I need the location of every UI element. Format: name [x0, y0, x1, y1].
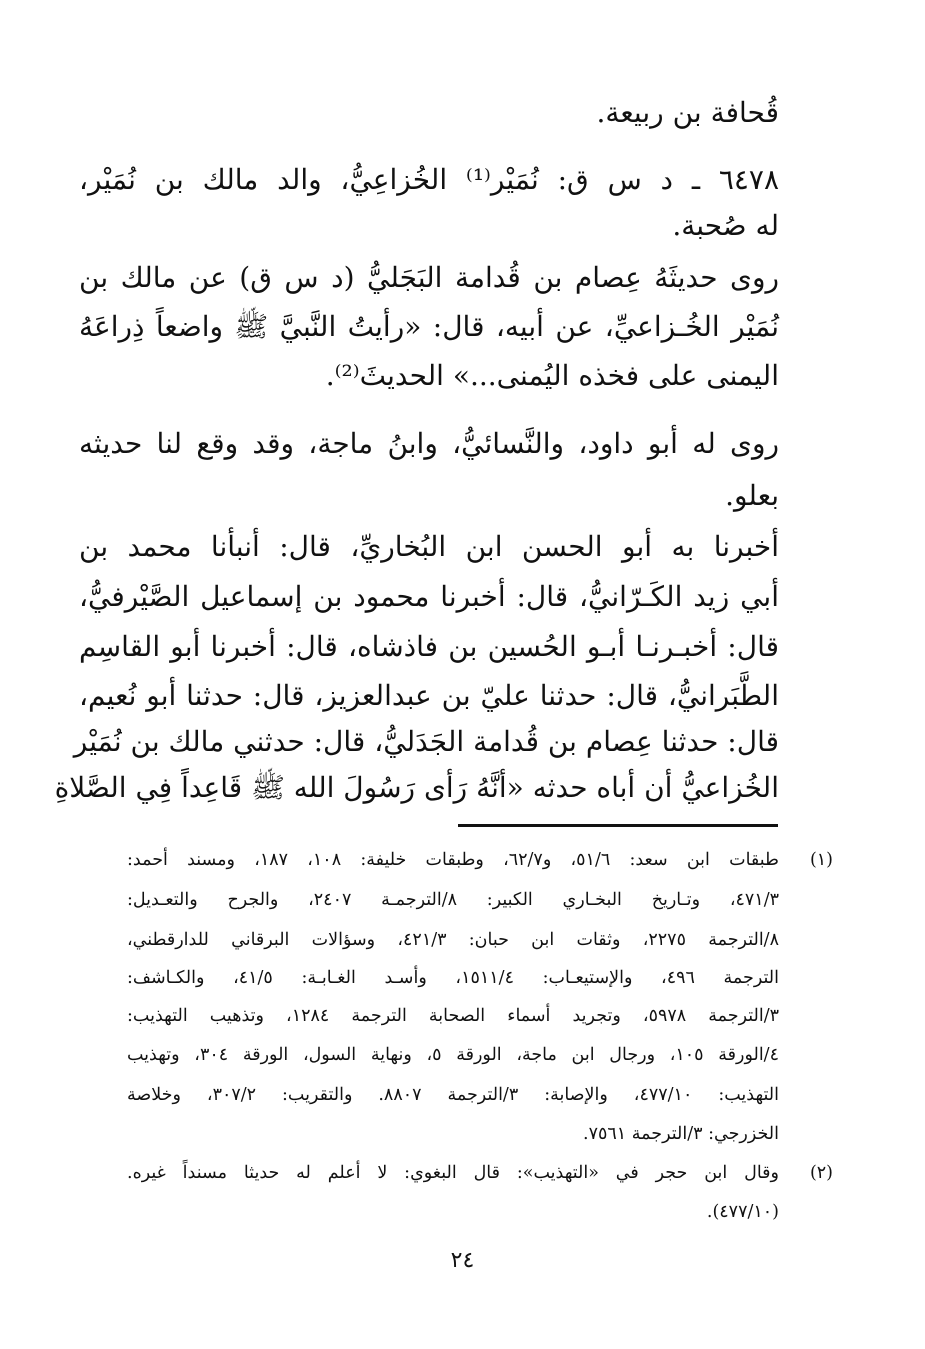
text-line: اليمنى على فخذه اليُمنى...» الحديثَ⁽²⁾.	[325, 359, 779, 392]
text-line: قال: أخبـرنـا أبـو الحُسين بن فاذشاه، قال: أخبرنا أبو القاسِم	[79, 630, 779, 663]
text-line: أخبرنا به أبو الحسن ابن البُخاريِّ، قال: أنبأنا محمد بن	[79, 530, 779, 563]
footnote-line: ٨/الترجمة ٢٢٧٥، وثقات ابن حبان: ٤٢١/٣، وسؤالات البرقاني للدارقطني،	[127, 930, 779, 950]
footnote-line: طبقات ابن سعد: ٥١/٦، و٦٢/٧، وطبقات خليفة: ١٠٨، ١٨٧، ومسند أحمد:	[127, 850, 779, 870]
text-line: الخُزاعيُّ أن أباه حدثه «أنَّهُ رَأى رَسُولَ الله ﷺ قَاعِداً فِي الصَّلاةِ	[54, 771, 779, 804]
text-line: قُحافة بن ربيعة.	[596, 96, 779, 129]
footnote-line: ٣/الترجمة ٥٩٧٨، وتجريد أسماء الصحابة الترجمة ١٢٨٤، وتذهيب التهذيب:	[127, 1006, 779, 1026]
footnote-line: التهذيب: ٤٧٧/١٠، والإصابة: ٣/الترجمة ٨٨٠٧. والتقريب: ٣٠٧/٢، وخلاصة	[127, 1085, 779, 1105]
text-line: أبي زيد الكَـرّانيُّ، قال: أخبرنا محمود بن إسماعيل الصَّيْرفيُّ،	[79, 580, 779, 613]
text-line: قال: حدثنا عِصام بن قُدامة الجَدَليُّ، قال: حدثني مالك بن نُمَيْر	[73, 725, 779, 758]
footnote-line: ٤٧١/٣، وتـاريخ البخـاري الكبير: ٨/الترجمـة ٢٤٠٧، والجرح والتعـديل:	[127, 890, 779, 910]
footnote-line: (٤٧٧/١٠).	[706, 1202, 779, 1222]
footnote-line: وقال ابن حجر في «التهذيب»: قال البغوي: لا أعلم له حديثا مسنداً غيره.	[127, 1163, 779, 1183]
page-number: ٢٤	[450, 1248, 475, 1273]
text-line: الطَّبَرانيُّ، قال: حدثنا عليّ بن عبدالعزيز، قال: حدثنا أبو نُعيم،	[79, 679, 779, 712]
footnote-line: ٤/الورقة ١٠٥، ورجال ابن ماجة، الورقة ٥، ونهاية السول، الورقة ٣٠٤، وتهذيب	[127, 1045, 779, 1065]
text-line: بعلو.	[725, 479, 779, 512]
footnote-line: الخزرجي: ٣/الترجمة ٧٥٦١.	[583, 1124, 779, 1144]
entry-heading-line: ٦٤٧٨ ـ د س ق: نُمَيْر⁽¹⁾ الخُزاعِيُّ، والد مالك بن نُمَيْر،	[79, 163, 779, 196]
text-line: له صُحبة.	[672, 209, 779, 242]
footnote-line: الترجمة ٤٩٦، والإستيعـاب: ١٥١١/٤، وأسـد الغـابـة: ٤١/٥، والكـاشف:	[127, 968, 779, 988]
text-line: روى له أبو داود، والنَّسائيُّ، وابنُ ماجة، وقد وقع لنا حديثه	[79, 427, 779, 460]
footnote-number: (١)	[809, 850, 833, 870]
footnote-separator	[458, 824, 778, 827]
footnote-number: (٢)	[809, 1163, 833, 1183]
text-line: نُمَيْر الخُـزاعيِّ، عن أبيه، قال: «رأيتُ النَّبيَّ ﷺ واضعاً ذِراعَهُ	[79, 310, 779, 343]
text-line: روى حديثَهُ عِصام بن قُدامة البَجَليُّ (د س ق) عن مالك بن	[79, 261, 779, 294]
